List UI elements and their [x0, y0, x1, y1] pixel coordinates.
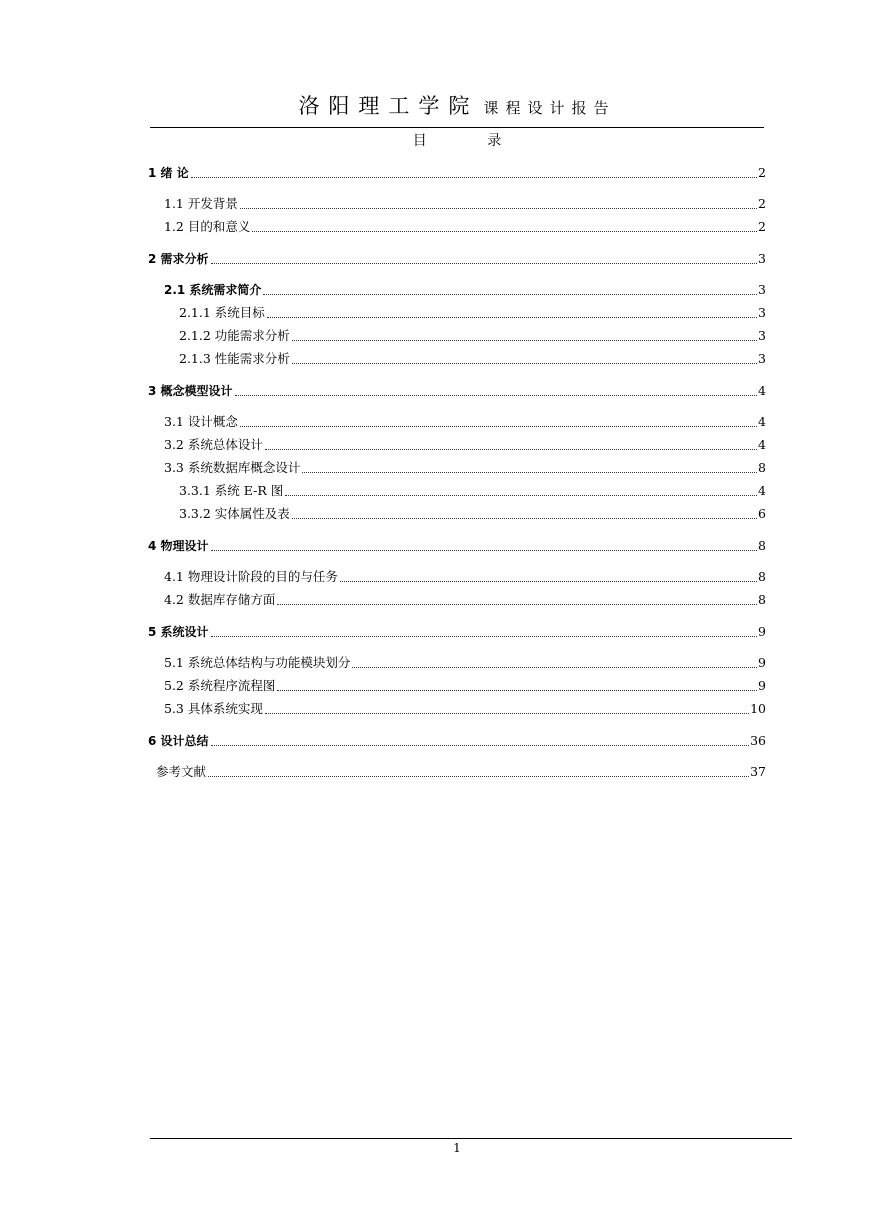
toc-entry-page: 10: [750, 701, 766, 716]
toc-leader-dots: [265, 445, 757, 450]
toc-entry-page: 8: [758, 569, 766, 584]
toc-entry-page: 9: [758, 624, 766, 639]
toc-entry[interactable]: [148, 673, 766, 695]
toc-leader-dots: [263, 290, 757, 295]
toc-entry[interactable]: [148, 564, 766, 586]
header-rule: [150, 127, 764, 128]
toc-leader-dots: [208, 772, 749, 777]
toc-entry-page: 2: [758, 196, 766, 211]
toc-entry-page: 3: [758, 305, 766, 320]
toc-leader-dots: [265, 709, 749, 714]
toc-entry-page: 8: [758, 592, 766, 607]
toc-leader-dots: [235, 391, 757, 396]
toc-entry[interactable]: [148, 533, 766, 555]
toc-leader-dots: [211, 546, 757, 551]
toc-leader-dots: [211, 259, 757, 264]
toc-entry-label: 2.1 系统需求简介: [164, 283, 262, 297]
toc-entry[interactable]: [148, 246, 766, 268]
page-header: [150, 90, 764, 120]
toc-entry[interactable]: [148, 650, 766, 672]
toc-entry-label: 3.2 系统总体设计: [164, 437, 263, 452]
toc-entry-label: 参考文献: [156, 764, 207, 779]
toc-entry[interactable]: [148, 501, 766, 523]
report-type: 课程设计报告: [483, 99, 616, 117]
toc-entry-page: 2: [758, 165, 766, 180]
toc-entry[interactable]: [148, 478, 766, 500]
toc-entry-page: 3: [758, 351, 766, 366]
toc-entry-page: 37: [750, 764, 766, 779]
toc-entry-page: 3: [758, 282, 766, 297]
toc-entry[interactable]: [148, 346, 766, 368]
toc-entry-label: 5.2 系统程序流程图: [164, 678, 276, 693]
toc-entry-page: 6: [758, 506, 766, 521]
toc-entry-label: 2 需求分析: [148, 252, 209, 266]
toc-entry[interactable]: [148, 300, 766, 322]
toc-entry-label: 4 物理设计: [148, 539, 209, 553]
toc-entry-label: 1 绪 论: [148, 166, 189, 180]
toc-entry[interactable]: [148, 277, 766, 299]
toc-leader-dots: [191, 173, 757, 178]
toc-entry-label: 5.3 具体系统实现: [164, 701, 263, 716]
toc-entry-label: 4.2 数据库存储方面: [164, 592, 276, 607]
toc-entry-page: 9: [758, 678, 766, 693]
toc-entry-label: 3.3 系统数据库概念设计: [164, 460, 301, 475]
toc-entry[interactable]: [148, 378, 766, 400]
toc-leader-dots: [240, 422, 757, 427]
toc-leader-dots: [252, 227, 757, 232]
toc-entry-label: 2.1.1 系统目标: [179, 305, 265, 320]
toc-entry[interactable]: [148, 432, 766, 454]
toc-leader-dots: [211, 632, 757, 637]
toc-entry-label: 3 概念模型设计: [148, 384, 233, 398]
toc-entry-label: 5 系统设计: [148, 625, 209, 639]
toc-entry-page: 4: [758, 437, 766, 452]
toc-leader-dots: [292, 336, 757, 341]
toc-entry-page: 4: [758, 483, 766, 498]
toc-leader-dots: [277, 600, 757, 605]
toc-leader-dots: [267, 313, 757, 318]
toc-leader-dots: [302, 468, 757, 473]
toc-entry-label: 3.1 设计概念: [164, 414, 238, 429]
toc-leader-dots: [277, 686, 757, 691]
toc-entry-label: 6 设计总结: [148, 734, 209, 748]
toc-title: 目 录: [412, 133, 530, 149]
toc-entry-page: 3: [758, 251, 766, 266]
toc-entry-label: 2.1.2 功能需求分析: [179, 328, 290, 343]
toc-entry[interactable]: [148, 214, 766, 236]
toc-entry-page: 9: [758, 655, 766, 670]
toc-entry-page: 2: [758, 219, 766, 234]
toc-leader-dots: [240, 204, 757, 209]
toc-entry-label: 3.3.2 实体属性及表: [179, 506, 290, 521]
toc-entry[interactable]: [148, 191, 766, 213]
toc-entry-label: 4.1 物理设计阶段的目的与任务: [164, 569, 338, 584]
toc-entry-page: 3: [758, 328, 766, 343]
toc-entry[interactable]: [148, 455, 766, 477]
toc-entry-page: 4: [758, 414, 766, 429]
toc-entry-label: 5.1 系统总体结构与功能模块划分: [164, 655, 351, 670]
toc-entry-label: 2.1.3 性能需求分析: [179, 351, 290, 366]
toc-entry-page: 36: [750, 733, 766, 748]
toc-entry[interactable]: [148, 409, 766, 431]
toc-entry-page: 8: [758, 538, 766, 553]
toc-entry[interactable]: [148, 323, 766, 345]
toc-leader-dots: [292, 514, 757, 519]
toc-entry[interactable]: [148, 587, 766, 609]
toc-leader-dots: [292, 359, 757, 364]
toc-entry-label: 3.3.1 系统 E-R 图: [179, 483, 284, 498]
toc-entry-label: 1.2 目的和意义: [164, 219, 251, 234]
toc-entry[interactable]: [148, 619, 766, 641]
university-name: 洛阳理工学院: [298, 94, 479, 118]
toc-leader-dots: [285, 491, 757, 496]
toc-entry[interactable]: [148, 759, 766, 781]
toc-leader-dots: [211, 741, 750, 746]
toc-entry[interactable]: [148, 696, 766, 718]
toc-entry-page: 8: [758, 460, 766, 475]
toc-entry[interactable]: [148, 728, 766, 750]
toc-entry-label: 1.1 开发背景: [164, 196, 238, 211]
toc-entry[interactable]: [148, 160, 766, 182]
page-number: 1: [453, 1141, 461, 1155]
toc-leader-dots: [352, 663, 757, 668]
toc-leader-dots: [340, 577, 757, 582]
toc-entry-page: 4: [758, 383, 766, 398]
footer-rule: [150, 1138, 792, 1139]
